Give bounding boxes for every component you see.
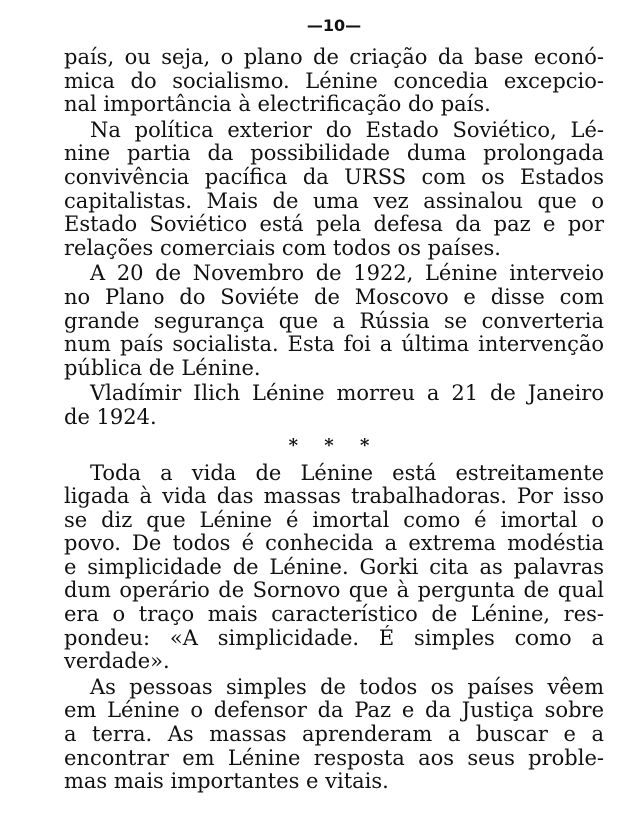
text-line: mas mais importantes e vitais. xyxy=(64,769,389,794)
text-line: nine partia da possibilidade duma prolongada xyxy=(64,141,604,166)
text-line: Vladímir Ilich Lénine morreu a 21 de Janeiro xyxy=(90,381,604,406)
text-line: nal importância à electrificação do país. xyxy=(64,92,491,117)
book-page xyxy=(64,16,604,816)
text-line: mica do socialismo. Lénine concedia excepcio- xyxy=(64,68,604,93)
text-line: e simplicidade de Lénine. Gorki cita as palavras xyxy=(64,554,604,579)
text-line: Estado Soviético está pela defesa da paz e por xyxy=(64,212,604,237)
text-block-after-separator xyxy=(64,462,604,794)
text-line: pública de Lénine. xyxy=(64,355,261,380)
text-block-before-separator xyxy=(64,46,604,430)
text-line: As pessoas simples de todos os países vêem xyxy=(90,674,604,699)
text-line: povo. De todos é conhecida a extrema modéstia xyxy=(64,531,604,556)
paragraph xyxy=(64,119,604,261)
text-line: a terra. As massas aprenderam a buscar e a xyxy=(64,722,604,747)
paragraph xyxy=(64,462,604,674)
text-line: de 1924. xyxy=(64,404,157,429)
text-line: em Lénine o defensor da Paz e da Justiça sobre xyxy=(64,698,604,723)
text-line: grande segurança que a Rússia se converteria xyxy=(64,308,604,333)
text-line: Na política exterior do Estado Soviético, Lé- xyxy=(90,117,604,142)
paragraph xyxy=(64,46,604,117)
text-line: relações comerciais com todos os países. xyxy=(64,235,501,260)
paragraph xyxy=(64,382,604,429)
text-line: pondeu: «A simplicidade. É simples como a xyxy=(64,625,604,650)
text-line: capitalistas. Mais de uma vez assinalou que o xyxy=(64,188,604,213)
text-line: dum operário de Sornovo que à pergunta de qual xyxy=(64,578,604,603)
text-line: A 20 de Novembro de 1922, Lénine interveio xyxy=(90,261,604,286)
section-separator: * * * xyxy=(288,434,380,456)
paragraph xyxy=(64,262,604,380)
page-number: —10— xyxy=(306,16,362,35)
text-line: verdade». xyxy=(64,649,170,674)
text-line: no Plano do Soviéte de Moscovo e disse com xyxy=(64,284,604,309)
text-line: era o traço mais característico de Lénine, res- xyxy=(64,602,604,627)
text-line: convivência pacífica da URSS com os Estados xyxy=(64,164,604,189)
text-line: país, ou seja, o plano de criação da base econó- xyxy=(64,45,604,69)
text-line: ligada à vida das massas trabalhadoras. Por isso xyxy=(64,484,604,509)
paragraph xyxy=(64,676,604,794)
text-line: se diz que Lénine é imortal como é imortal o xyxy=(64,507,604,532)
text-line: Toda a vida de Lénine está estreitamente xyxy=(90,460,604,485)
text-line: num país socialista. Esta foi a última intervenção xyxy=(64,332,604,357)
text-line: encontrar em Lénine resposta aos seus proble- xyxy=(64,745,604,770)
